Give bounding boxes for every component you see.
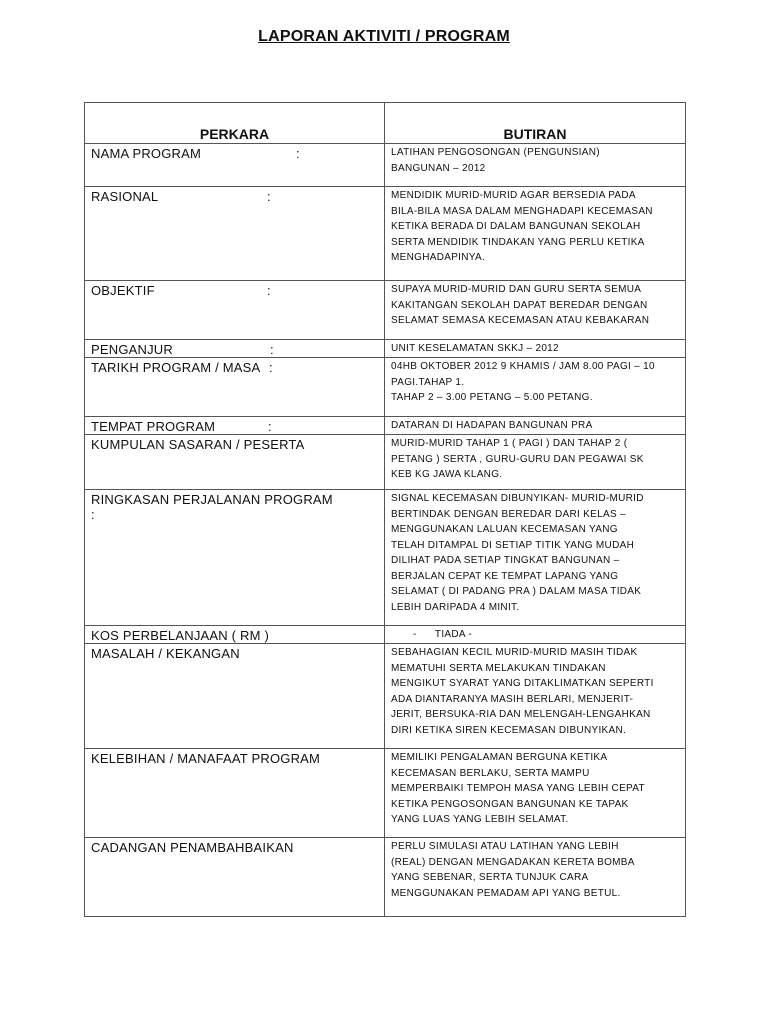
report-table	[84, 102, 686, 917]
page-title: LAPORAN AKTIVITI / PROGRAM	[258, 28, 510, 45]
row-value-objektif: SUPAYA MURID-MURID DAN GURU SERTA SEMUA KAKITANGAN SEKOLAH DAPAT BEREDAR DENGAN SELAMAT SEMASA KECEMASAN ATAU KEBAKARAN	[385, 281, 686, 340]
row-value-masalah: SEBAHAGIAN KECIL MURID-MURID MASIH TIDAK MEMATUHI SERTA MELAKUKAN TINDAKAN MENGIKUT SYARAT YANG DITAKLIMATKAN SEPERTI ADA DIANTARANYA MASIH BERLARI, MENJERIT- JERIT, BERSUKA-RIA DAN MELENGAH-LENGAHKAN DIRI KETIKA SIREN KECEMASAN DIBUNYIKAN.	[385, 644, 686, 749]
row-label-ringkasan: RINGKASAN PERJALANAN PROGRAM :	[85, 490, 385, 626]
row-label-tarikh-program: TARIKH PROGRAM / MASA :	[85, 358, 385, 417]
row-label-cadangan: CADANGAN PENAMBAHBAIKAN	[85, 838, 385, 917]
row-value-cadangan: PERLU SIMULASI ATAU LATIHAN YANG LEBIH (REAL) DENGAN MENGADAKAN KERETA BOMBA YANG SEBENAR, SERTA TUNJUK CARA MENGGUNAKAN PEMADAM API YANG BETUL.	[385, 838, 686, 917]
row-label-kelebihan: KELEBIHAN / MANAFAAT PROGRAM	[85, 749, 385, 838]
row-value-kumpulan-sasaran: MURID-MURID TAHAP 1 ( PAGI ) DAN TAHAP 2 ( PETANG ) SERTA , GURU-GURU DAN PEGAWAI SK KEB KG JAWA KLANG.	[385, 435, 686, 490]
table-header-row	[85, 103, 686, 144]
row-value-tarikh-program: 04HB OKTOBER 2012 9 KHAMIS / JAM 8.00 PAGI – 10 PAGI.TAHAP 1. TAHAP 2 – 3.00 PETANG – 5.00 PETANG.	[385, 358, 686, 417]
row-value-tempat-program: DATARAN DI HADAPAN BANGUNAN PRA	[385, 417, 686, 435]
row-label-penganjur: PENGANJUR :	[85, 340, 385, 358]
table-row	[85, 749, 686, 838]
row-value-ringkasan: SIGNAL KECEMASAN DIBUNYIKAN- MURID-MURID BERTINDAK DENGAN BEREDAR DARI KELAS – MENGGUNAKAN LALUAN KECEMASAN YANG TELAH DITAMPAL DI SETIAP TITIK YANG MUDAH DILIHAT PADA SETIAP TINGKAT BANGUNAN – BERJALAN CEPAT KE TEMPAT LAPANG YANG SELAMAT ( DI PADANG PRA ) DALAM MASA TIDAK LEBIH DARIPADA 4 MINIT.	[385, 490, 686, 626]
row-value-rasional: MENDIDIK MURID-MURID AGAR BERSEDIA PADA BILA-BILA MASA DALAM MENGHADAPI KECEMASAN KETIKA BERADA DI DALAM BANGUNAN SEKOLAH SERTA MENDIDIK TINDAKAN YANG PERLU KETIKA MENGHADAPINYA.	[385, 187, 686, 281]
table-row	[85, 358, 686, 417]
row-value-kelebihan: MEMILIKI PENGALAMAN BERGUNA KETIKA KECEMASAN BERLAKU, SERTA MAMPU MEMPERBAIKI TEMPOH MASA YANG LEBIH CEPAT KETIKA PENGOSONGAN BANGUNAN KE TAPAK YANG LUAS YANG LEBIH SELAMAT.	[385, 749, 686, 838]
row-label-tempat-program: TEMPAT PROGRAM :	[85, 417, 385, 435]
table-row	[85, 144, 686, 187]
row-label-nama-program: NAMA PROGRAM :	[85, 144, 385, 187]
table-row	[85, 490, 686, 626]
table-row	[85, 644, 686, 749]
table-row	[85, 626, 686, 644]
table-row	[85, 417, 686, 435]
row-value-kos: - TIADA -	[385, 626, 686, 644]
table-row	[85, 838, 686, 917]
row-value-nama-program: LATIHAN PENGOSONGAN (PENGUNSIAN) BANGUNAN – 2012	[385, 144, 686, 187]
row-label-objektif: OBJEKTIF :	[85, 281, 385, 340]
ringkasan-colon: :	[91, 507, 95, 522]
table-row	[85, 187, 686, 281]
header-perkara: PERKARA	[85, 103, 385, 144]
row-label-kos: KOS PERBELANJAAN ( RM )	[85, 626, 385, 644]
table-row	[85, 281, 686, 340]
row-label-masalah: MASALAH / KEKANGAN	[85, 644, 385, 749]
header-butiran: BUTIRAN	[385, 103, 686, 144]
table-row	[85, 340, 686, 358]
row-label-kumpulan-sasaran: KUMPULAN SASARAN / PESERTA	[85, 435, 385, 490]
row-label-rasional: RASIONAL :	[85, 187, 385, 281]
row-value-penganjur: UNIT KESELAMATAN SKKJ – 2012	[385, 340, 686, 358]
table-row	[85, 435, 686, 490]
